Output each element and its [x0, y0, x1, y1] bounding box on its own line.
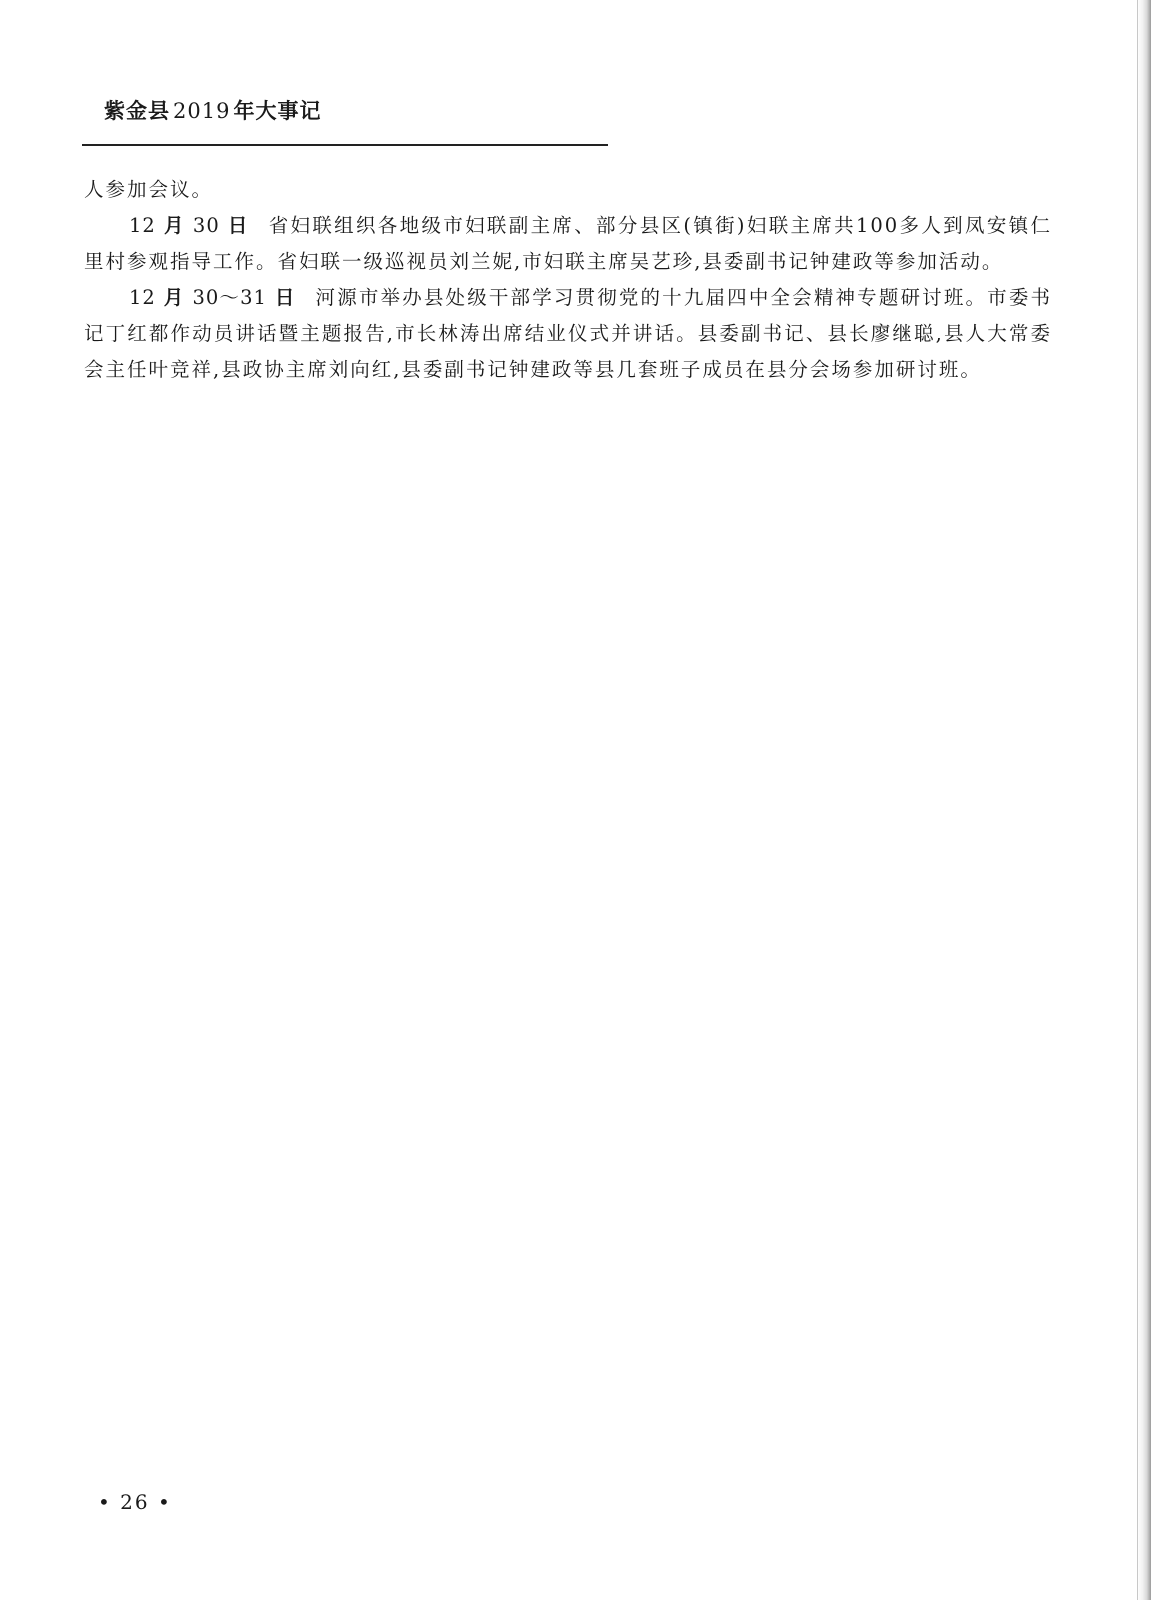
- page-number: • 26 •: [98, 1490, 172, 1514]
- header-rule: [82, 144, 608, 146]
- date-month-num: 12: [129, 214, 156, 237]
- date-month-char: 月: [163, 286, 185, 309]
- page-edge-shadow: [1137, 0, 1151, 1600]
- date-day-char: 日: [227, 214, 249, 237]
- entry-date: [129, 286, 296, 309]
- date-month-char: 月: [163, 214, 185, 237]
- entry-text: 省妇联组织各地级市妇联副主席、部分县区(镇街)妇联主席共100多人到凤安镇仁里村参观指导工作。省妇联一级巡视员刘兰妮,市妇联主席吴艺珍,县委副书记钟建政等参加活动。: [84, 214, 1052, 273]
- date-month-num: 12: [129, 286, 156, 309]
- running-header: [104, 95, 321, 125]
- entry-dec-30: [84, 208, 1052, 280]
- page-edge-line: [1137, 0, 1138, 1600]
- date-day-num: 30: [192, 214, 220, 237]
- paragraph-text: 人参加会议。: [84, 178, 214, 201]
- entry-text: 河源市举办县处级干部学习贯彻党的十九届四中全会精神专题研讨班。市委书记丁红都作动员讲话暨主题报告,市长林涛出席结业仪式并讲话。县委副书记、县长廖继聪,县人大常委会主任叶竞祥,县政协主席刘向红,县委副书记钟建政等县几套班子成员在县分会场参加研讨班。: [84, 286, 1052, 381]
- entry-date: [129, 214, 249, 237]
- header-suffix: 年大事记: [233, 99, 322, 123]
- date-day-char: 日: [274, 286, 296, 309]
- paragraph-continuation: [84, 172, 1052, 208]
- entry-dec-30-31: [84, 280, 1052, 388]
- body-text: [84, 172, 1052, 388]
- date-day-num: 30～31: [192, 286, 267, 309]
- header-year: 2019: [173, 99, 231, 123]
- header-prefix: 紫金县: [104, 99, 170, 123]
